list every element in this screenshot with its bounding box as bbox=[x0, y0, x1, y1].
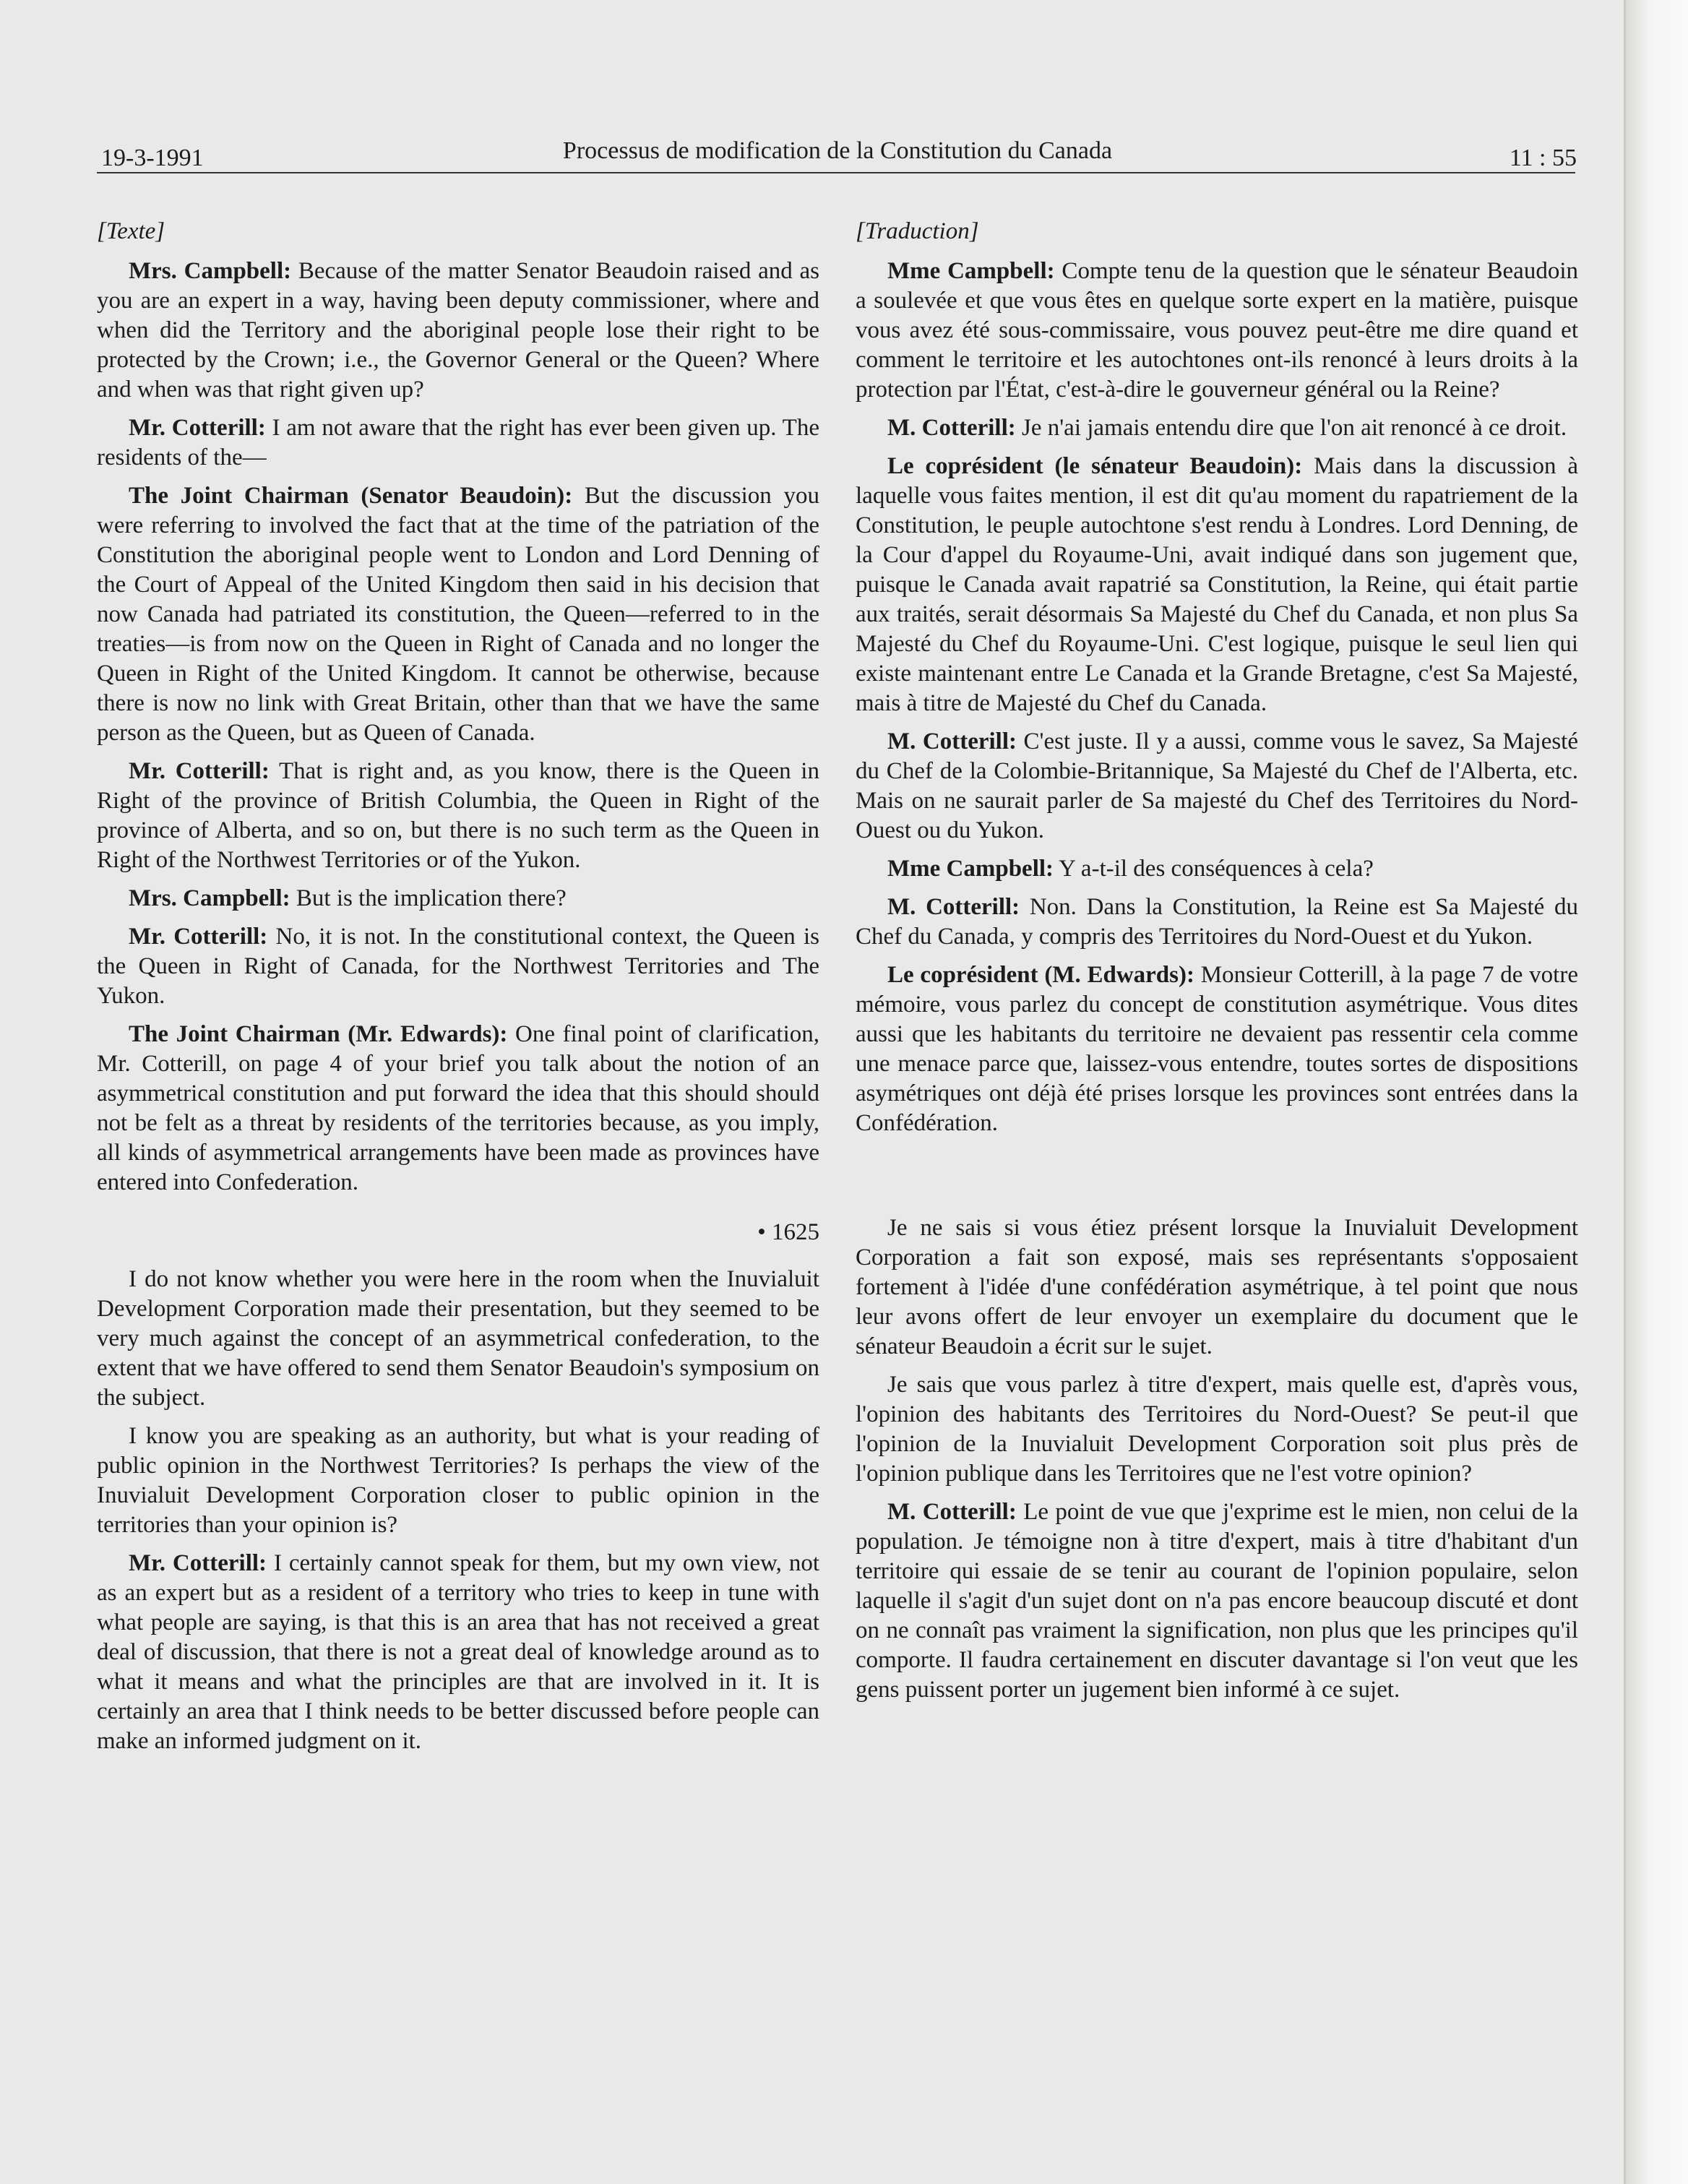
speech-text: Je n'ai jamais entendu dire que l'on ait renoncé à ce droit. bbox=[1015, 415, 1567, 441]
header-page-number: 11 : 55 bbox=[1509, 145, 1577, 171]
speech-text: I am not aware that the right has ever been given up. The residents of the— bbox=[97, 415, 819, 470]
speaker-name: M. Cotterill: bbox=[887, 415, 1016, 441]
time-marker: • 1625 bbox=[757, 1219, 819, 1245]
paragraph: Je ne sais si vous étiez présent lorsque la Inuvialuit Development Corporation a fait son exposé, mais ses représentants s'opposaient fortement à l'idée d'une confédération asymétrique, à tel point que nous leur avons offert de leur envoyer un exemplaire du document que le sénateur Beaudoin a écrit sur le sujet. bbox=[856, 1215, 1578, 1359]
paragraph bbox=[856, 1497, 1578, 1705]
speech-text: That is right and, as you know, there is the Queen in Right of the province of British Columbia, the Queen in Right of the province of Alberta, and so on, but there is no such term as the Queen in Right of the Northwest Territories or of the Yukon. bbox=[97, 758, 819, 873]
paragraph bbox=[856, 854, 1578, 884]
paragraph bbox=[856, 960, 1578, 1138]
paragraph: I know you are speaking as an authority, but what is your reading of public opinion in the Northwest Territories? Is perhaps the view of the Inuvialuit Development Corporation closer to public opinion in the territories than your opinion is? bbox=[97, 1423, 819, 1538]
speaker-name: M. Cotterill: bbox=[887, 894, 1020, 920]
header-rule bbox=[97, 172, 1575, 173]
speaker-name: Mme Campbell: bbox=[887, 258, 1055, 284]
speaker-name: Mrs. Campbell: bbox=[129, 258, 292, 284]
speech-text: But the discussion you were referring to involved the fact that at the time of the patriation of the Constitution the aboriginal people went to London and Lord Denning of the Court of Appeal of the United Kingdom then said in his decision that now Canada had patriated its constitution, the Queen—referred to in the treaties—is from now on the Queen in Right of Canada and no longer the Queen in Right of the United Kingdom. It cannot be otherwise, because there is now no link with Great Britain, other than that we have the same person as the Queen, but as Queen of Canada. bbox=[97, 483, 819, 746]
page-edge-line bbox=[1624, 0, 1626, 2184]
speech-text: Mais dans la discussion à laquelle vous faites mention, il est dit qu'au moment du rapatriement de la Constitution, le peuple autochtone s'est rendu à Londres. Lord Denning, de la Cour d'appel du Royaume-Uni, avait indiqué dans son jugement que, puisque le Canada avait rapatrié sa Constitution, la Reine, qui était partie aux traités, serait désormais Sa Majesté du Chef du Canada, et non plus Sa Majesté du Chef du Royaume-Uni. C'est logique, puisque le seul lien qui existe maintenant entre Le Canada et la Grande Bretagne, c'est Sa Majesté, mais à titre de Majesté du Chef du Canada. bbox=[856, 453, 1578, 716]
paragraph bbox=[97, 1020, 819, 1198]
speech-text: Monsieur Cotterill, à la page 7 de votre mémoire, vous parlez du concept de constitution asymétrique. Vous dites aussi que les habitants du territoire ne devaient pas ressentir cela comme une menace parce que, laissez-vous entendre, toutes sortes de dispositions asymétriques ont déjà été prises lorsque les provinces sont entrées dans la Confédération. bbox=[856, 962, 1578, 1136]
speech-text: Y a-t-il des conséquences à cela? bbox=[1054, 856, 1374, 882]
speech-text: One final point of clarification, Mr. Cotterill, on page 4 of your brief you talk about the notion of an asymmetrical constitution and put forward the idea that this should should not be felt as a threat by residents of the territories because, as you imply, all kinds of asymmetrical arrangements have been made as provinces have entered into Confederation. bbox=[97, 1021, 819, 1195]
paragraph: Je sais que vous parlez à titre d'expert, mais quelle est, d'après vous, l'opinion des habitants des Territoires du Nord-Ouest? Se peut-il que l'opinion de la Inuvialuit Development Corporation soit plus près de l'opinion publique dans les Territoires que ne l'est votre opinion? bbox=[856, 1372, 1578, 1487]
speech-text: Compte tenu de la question que le sénateur Beaudoin a soulevée et que vous êtes en quelque sorte expert en la matière, puisque vous avez été sous-commissaire, vous pouvez peut-être me dire quand et comment le territoire et les autochtones ont-ils renoncé à leurs droits à la protection par l'État, c'est-à-dire le gouverneur général ou la Reine? bbox=[856, 258, 1578, 403]
page-edge bbox=[1624, 0, 1688, 2184]
speaker-name: Mr. Cotterill: bbox=[129, 924, 268, 950]
speech-text: But is the implication there? bbox=[290, 885, 567, 911]
english-column bbox=[97, 217, 819, 1765]
speaker-name: Mr. Cotterill: bbox=[129, 758, 270, 784]
header-date: 19-3-1991 bbox=[101, 145, 204, 171]
speaker-name: Mr. Cotterill: bbox=[129, 415, 266, 441]
speaker-name: Mr. Cotterill: bbox=[129, 1550, 267, 1576]
paragraph bbox=[97, 757, 819, 875]
french-column bbox=[856, 217, 1578, 1714]
speech-text: Non. Dans la Constitution, la Reine est Sa Majesté du Chef du Canada, y compris des Territoires du Nord-Ouest et du Yukon. bbox=[856, 894, 1578, 950]
speaker-name: M. Cotterill: bbox=[887, 1499, 1017, 1525]
language-label: [Traduction] bbox=[856, 218, 979, 244]
paragraph bbox=[97, 413, 819, 473]
language-label: [Texte] bbox=[97, 218, 165, 244]
speaker-name: Le coprésident (M. Edwards): bbox=[887, 962, 1194, 988]
speaker-name: Mrs. Campbell: bbox=[129, 885, 290, 911]
speech-text: Le point de vue que j'exprime est le mien, non celui de la population. Je témoigne non à titre d'expert, mais à titre d'habitant d'un territoire qui essaie de se tenir au courant de l'opinion populaire, selon laquelle il s'agit d'un sujet dont on n'a pas encore beaucoup discuté et dont on ne connaît pas vraiment la signification, non plus que les principes qu'il comporte. Il faudra certainement en discuter davantage si l'on veut que les gens puissent porter un jugement bien informé à ce sujet. bbox=[856, 1499, 1579, 1703]
paragraph: I do not know whether you were here in the room when the Inuvialuit Development Corporation made their presentation, but they seemed to be very much against the concept of an asymmetrical confederation, to the extent that we have offered to send them Senator Beaudoin's symposium on the subject. bbox=[97, 1266, 819, 1411]
paragraph bbox=[97, 257, 819, 405]
paragraph bbox=[856, 727, 1578, 846]
header-title: Processus de modification de la Constitution du Canada bbox=[562, 137, 1113, 164]
speech-text: No, it is not. In the constitutional context, the Queen is the Queen in Right of Canada, for the Northwest Territories and The Yukon. bbox=[97, 924, 819, 1009]
paragraph bbox=[97, 1549, 819, 1756]
speaker-name: The Joint Chairman (Senator Beaudoin): bbox=[129, 483, 573, 509]
paragraph bbox=[97, 481, 819, 748]
paragraph bbox=[97, 922, 819, 1011]
paragraph bbox=[97, 884, 819, 913]
speech-text: Because of the matter Senator Beaudoin raised and as you are an expert in a way, having been deputy commissioner, where and when did the Territory and the aboriginal people lose their right to be protected by the Crown; i.e., the Governor General or the Queen? Where and when was that right given up? bbox=[97, 258, 819, 403]
paragraph bbox=[856, 893, 1578, 952]
speech-text: C'est juste. Il y a aussi, comme vous le savez, Sa Majesté du Chef de la Colombie-Britannique, Sa Majesté du Chef de l'Alberta, etc. Mais on ne saurait parler de Sa majesté du Chef des Territoires du Nord-Ouest ou du Yukon. bbox=[856, 728, 1579, 843]
speaker-name: M. Cotterill: bbox=[887, 728, 1017, 754]
paragraph bbox=[856, 257, 1578, 405]
speaker-name: The Joint Chairman (Mr. Edwards): bbox=[129, 1021, 508, 1047]
speaker-name: Mme Campbell: bbox=[887, 856, 1054, 882]
paragraph bbox=[856, 413, 1578, 443]
paragraph bbox=[856, 452, 1578, 718]
speaker-name: Le coprésident (le sénateur Beaudoin): bbox=[887, 453, 1303, 479]
speech-text: I certainly cannot speak for them, but my own view, not as an expert but as a resident of a territory who tries to keep in tune with what people are saying, is that this is an area that has not received a great deal of discussion, that there is not a great deal of knowledge around as to what it means and what the principles are that are involved in it. It is certainly an area that I think needs to be better discussed before people can make an informed judgment on it. bbox=[97, 1550, 819, 1754]
